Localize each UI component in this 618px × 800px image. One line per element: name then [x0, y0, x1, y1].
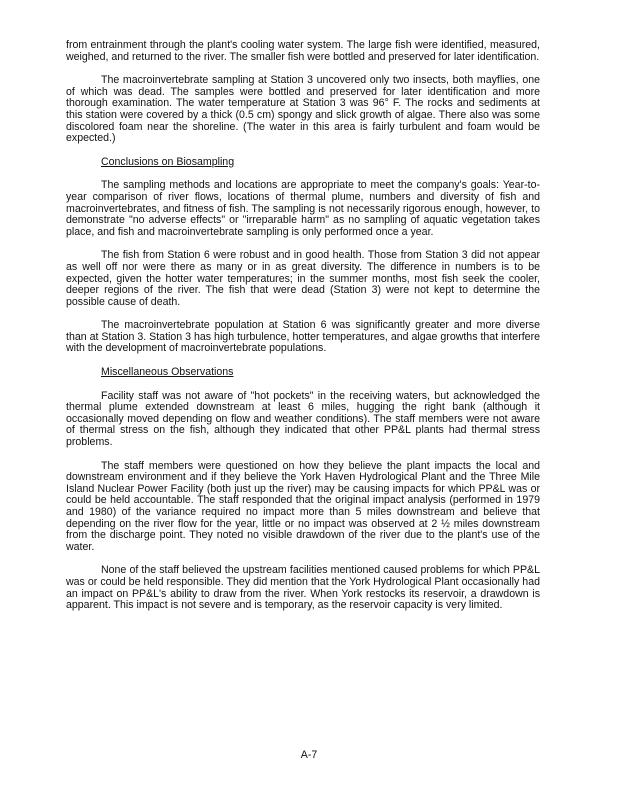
page-number: A-7 — [300, 749, 318, 761]
paragraph-macroinvertebrate-station-3: The macroinvertebrate sampling at Station 3 uncovered only two insects, both mayflies, one of which was dead. The samples were bottled and preserved for later identification and more thorough examination. The water temperature at Station 3 was 96° F. The rocks and sediments at this station were covered by a thick (0.5 cm) spongy and slick growth of algae. There also was some discolored foam near the shoreline. (The water in this area is fairly turbulent and foam would be expected.) — [66, 74, 540, 145]
document-page — [66, 40, 540, 624]
paragraph-entrainment: from entrainment through the plant's cooling water system. The large fish were identified, measured, weighed, and returned to the river. The smaller fish were bottled and preserved for later identification. — [66, 39, 540, 63]
paragraph-sampling-methods: The sampling methods and locations are appropriate to meet the company's goals: Year-to-year comparison of river flows, locations of thermal plume, numbers and diversity of fish and macroinvertebrates, and fitness of fish. The sampling is not necessarily rigorous enough, however, to demonstrate "no adverse effects" or "irreparable harm" as no sampling of aquatic vegetation takes place, and fish and macroinvertebrate sampling is only performed once a year. — [66, 179, 540, 238]
paragraph-fish-health: The fish from Station 6 were robust and in good health. Those from Station 3 did not appear as well off nor were there as many or in as great diversity. The difference in numbers is to be expected, given the hotter water temperatures; in the summer months, most fish seek the cooler, deeper regions of the river. The fish that were dead (Station 3) were not kept to determine the possible cause of death. — [66, 249, 540, 308]
paragraph-upstream-facilities: None of the staff believed the upstream facilities mentioned caused problems for which PP&L was or could be held responsible. They did mention that the York Hydrological Plant occasionally had an impact on PP&L's ability to draw from the river. When York restocks its reservoir, a drawdown is apparent. This impact is not severe and is temporary, as the reservoir capacity is very limited. — [66, 564, 540, 612]
heading-conclusions-biosampling: Conclusions on Biosampling — [101, 155, 235, 168]
heading-miscellaneous-observations: Miscellaneous Observations — [101, 366, 234, 379]
paragraph-macroinvertebrate-population: The macroinvertebrate population at Station 6 was significantly greater and more diverse than at Station 3. Station 3 has high turbulence, hotter temperatures, and algae growths that interfere with the development of macroinvertebrate populations. — [66, 319, 540, 355]
paragraph-hot-pockets: Facility staff was not aware of "hot pockets" in the receiving waters, but acknowledged the thermal plume extended downstream at least 6 miles, hugging the right bank (although it occasionally moved depending on flow and weather conditions). The staff members were not aware of thermal stress on the fish, although they indicated that other PP&L plants had thermal stress problems. — [66, 389, 540, 449]
paragraph-staff-questioned: The staff members were questioned on how they believe the plant impacts the local and downstream environment and if they believe the York Haven Hydrological Plant and the Three Mile Island Nuclear Power Facility (both just up the river) may be causing impacts for which PP&L was or could be held accountable. The staff responded that the original impact analysis (performed in 1979 and 1980) of the variance required no impact more than 5 miles downstream and believe that depending on the river flow for the year, little or no impact was observed at 2 ½ miles downstream from the discharge point. They noted no visible drawdown of the river due to the plant's use of the water. — [66, 459, 540, 553]
